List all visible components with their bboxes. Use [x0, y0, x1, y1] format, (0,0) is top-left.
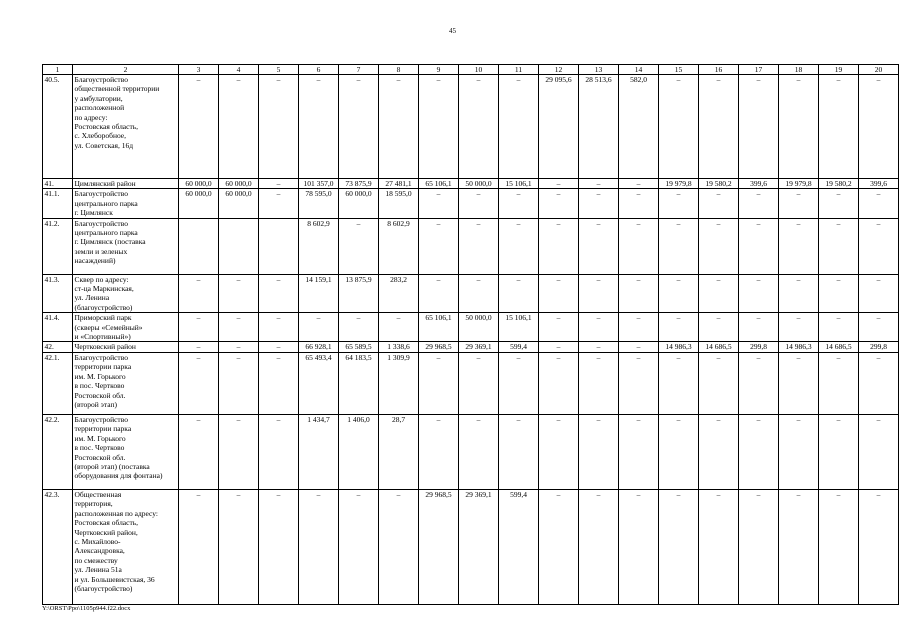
row-code-cell: 41. [43, 179, 73, 189]
value-cell: – [219, 489, 259, 604]
value-cell: 27 481,1 [379, 179, 419, 189]
column-header: 2 [73, 65, 179, 75]
value-cell: – [699, 75, 739, 179]
value-cell: 65 589,5 [339, 342, 379, 352]
value-cell: 599,4 [499, 489, 539, 604]
column-header: 17 [739, 65, 779, 75]
value-cell: 19 580,2 [699, 179, 739, 189]
value-cell: 14 986,3 [659, 342, 699, 352]
column-header: 9 [419, 65, 459, 75]
value-cell: – [699, 414, 739, 489]
value-cell: – [459, 218, 499, 274]
column-header: 5 [259, 65, 299, 75]
row-code-cell: 41.3. [43, 274, 73, 313]
value-cell: – [259, 179, 299, 189]
value-cell: – [179, 75, 219, 179]
funding-table [42, 64, 899, 605]
value-cell: 65 106,1 [419, 179, 459, 189]
row-name-cell: Общественная территория, расположенная по адресу: Ростовская область, Чертковский район, с. Михайлово- Александровка, по смежеству ул. Ленина 51а и ул. Большевистская, 36 (благоустройство) [73, 489, 179, 604]
value-cell: – [619, 342, 659, 352]
value-cell: – [819, 274, 859, 313]
value-cell: – [739, 414, 779, 489]
value-cell: – [819, 414, 859, 489]
table-row [43, 179, 899, 189]
value-cell: – [419, 189, 459, 218]
value-cell: 29 968,5 [419, 489, 459, 604]
value-cell: 60 000,0 [219, 189, 259, 218]
value-cell: – [859, 75, 899, 179]
value-cell: – [659, 218, 699, 274]
value-cell: 101 357,0 [299, 179, 339, 189]
value-cell: – [739, 218, 779, 274]
column-header: 11 [499, 65, 539, 75]
value-cell: – [539, 189, 579, 218]
column-header: 15 [659, 65, 699, 75]
value-cell: 299,8 [859, 342, 899, 352]
row-code-cell: 42.2. [43, 414, 73, 489]
value-cell: – [539, 342, 579, 352]
column-header: 7 [339, 65, 379, 75]
value-cell: – [699, 313, 739, 342]
table-row [43, 352, 899, 414]
value-cell: – [699, 189, 739, 218]
value-cell: 73 875,9 [339, 179, 379, 189]
value-cell: – [819, 75, 859, 179]
row-name-cell: Благоустройство центрального парка г. Цимлянск (поставка земли и зеленых насаждений) [73, 218, 179, 274]
value-cell: – [859, 352, 899, 414]
value-cell: – [819, 352, 859, 414]
value-cell [259, 218, 299, 274]
value-cell: 60 000,0 [219, 179, 259, 189]
row-name-cell: Цимлянский район [73, 179, 179, 189]
column-header: 20 [859, 65, 899, 75]
value-cell: – [379, 75, 419, 179]
value-cell: – [859, 489, 899, 604]
value-cell: – [579, 179, 619, 189]
value-cell: – [499, 75, 539, 179]
value-cell: 65 493,4 [299, 352, 339, 414]
value-cell: – [339, 313, 379, 342]
column-header: 1 [43, 65, 73, 75]
value-cell: – [179, 313, 219, 342]
value-cell: 15 106,1 [499, 313, 539, 342]
row-code-cell: 40.5. [43, 75, 73, 179]
value-cell: – [779, 352, 819, 414]
value-cell: – [579, 352, 619, 414]
value-cell: – [539, 489, 579, 604]
value-cell: – [339, 489, 379, 604]
value-cell: – [219, 414, 259, 489]
value-cell [179, 218, 219, 274]
table-row [43, 313, 899, 342]
value-cell: 29 369,1 [459, 489, 499, 604]
value-cell: 299,8 [739, 342, 779, 352]
value-cell: 50 000,0 [459, 313, 499, 342]
value-cell: – [739, 189, 779, 218]
value-cell: – [659, 489, 699, 604]
value-cell: – [779, 274, 819, 313]
value-cell: – [299, 75, 339, 179]
value-cell: – [619, 313, 659, 342]
row-code-cell: 41.2. [43, 218, 73, 274]
value-cell: – [619, 179, 659, 189]
value-cell: – [299, 313, 339, 342]
value-cell: – [699, 489, 739, 604]
page-number: 45 [449, 27, 456, 35]
value-cell: – [179, 342, 219, 352]
value-cell: – [739, 313, 779, 342]
value-cell: – [219, 352, 259, 414]
value-cell: 399,6 [859, 179, 899, 189]
value-cell: – [779, 189, 819, 218]
value-cell: – [579, 218, 619, 274]
value-cell: 28 513,6 [579, 75, 619, 179]
value-cell: 29 095,6 [539, 75, 579, 179]
value-cell [219, 218, 259, 274]
value-cell: 29 968,5 [419, 342, 459, 352]
value-cell: – [299, 489, 339, 604]
value-cell: – [819, 489, 859, 604]
table-row [43, 75, 899, 179]
value-cell: – [179, 352, 219, 414]
column-header: 10 [459, 65, 499, 75]
value-cell: 60 000,0 [339, 189, 379, 218]
value-cell: – [619, 414, 659, 489]
value-cell: 66 928,1 [299, 342, 339, 352]
column-header: 18 [779, 65, 819, 75]
row-name-cell: Приморский парк (скверы «Семейный» и «Спортивный») [73, 313, 179, 342]
value-cell: – [419, 75, 459, 179]
value-cell: 8 602,9 [379, 218, 419, 274]
table-row [43, 342, 899, 352]
value-cell: – [579, 342, 619, 352]
value-cell: – [259, 274, 299, 313]
value-cell: – [659, 75, 699, 179]
value-cell: – [499, 189, 539, 218]
column-header: 12 [539, 65, 579, 75]
value-cell: – [659, 189, 699, 218]
value-cell: – [619, 489, 659, 604]
value-cell: – [179, 414, 219, 489]
value-cell: – [259, 189, 299, 218]
value-cell: – [379, 489, 419, 604]
column-header: 6 [299, 65, 339, 75]
value-cell: – [579, 274, 619, 313]
value-cell: – [659, 274, 699, 313]
column-header: 8 [379, 65, 419, 75]
row-code-cell: 42.1. [43, 352, 73, 414]
value-cell: – [259, 489, 299, 604]
value-cell: – [659, 352, 699, 414]
row-code-cell: 41.4. [43, 313, 73, 342]
row-name-cell: Сквер по адресу: ст-ца Маркинская, ул. Ленина (благоустройство) [73, 274, 179, 313]
value-cell: 13 875,9 [339, 274, 379, 313]
value-cell: – [779, 414, 819, 489]
table-row [43, 218, 899, 274]
value-cell: – [579, 313, 619, 342]
value-cell: – [539, 352, 579, 414]
value-cell: – [259, 313, 299, 342]
value-cell: – [219, 313, 259, 342]
value-cell: – [699, 218, 739, 274]
value-cell: 1 406,0 [339, 414, 379, 489]
column-header: 3 [179, 65, 219, 75]
row-name-cell: Благоустройство общественной территории у амбулатории, расположенной по адресу: Ростовская область, с. Хлеборобное, ул. Советская, 16д [73, 75, 179, 179]
value-cell: – [419, 352, 459, 414]
value-cell: 19 979,8 [659, 179, 699, 189]
value-cell: – [219, 75, 259, 179]
value-cell: – [859, 313, 899, 342]
value-cell: 1 338,6 [379, 342, 419, 352]
column-header: 4 [219, 65, 259, 75]
value-cell: – [859, 218, 899, 274]
value-cell: – [539, 218, 579, 274]
value-cell: 14 686,5 [699, 342, 739, 352]
value-cell: – [619, 352, 659, 414]
value-cell: 29 369,1 [459, 342, 499, 352]
value-cell: – [699, 274, 739, 313]
value-cell: – [259, 414, 299, 489]
table-row [43, 274, 899, 313]
value-cell: 19 580,2 [819, 179, 859, 189]
value-cell: – [739, 274, 779, 313]
value-cell: – [499, 274, 539, 313]
value-cell: – [579, 489, 619, 604]
value-cell: – [539, 274, 579, 313]
table-row [43, 414, 899, 489]
value-cell: – [579, 414, 619, 489]
value-cell: – [259, 75, 299, 179]
value-cell: – [259, 342, 299, 352]
value-cell: – [459, 274, 499, 313]
value-cell: – [179, 489, 219, 604]
value-cell: – [779, 218, 819, 274]
row-name-cell: Благоустройство территории парка им. М. Горького в пос. Чертково Ростовской обл. (второй этап) [73, 352, 179, 414]
value-cell: – [459, 75, 499, 179]
value-cell: – [859, 189, 899, 218]
value-cell: 78 595,0 [299, 189, 339, 218]
value-cell: – [819, 313, 859, 342]
value-cell: – [419, 218, 459, 274]
value-cell: – [779, 75, 819, 179]
value-cell: – [419, 274, 459, 313]
value-cell: 50 000,0 [459, 179, 499, 189]
value-cell: – [219, 274, 259, 313]
value-cell: – [739, 352, 779, 414]
column-header: 13 [579, 65, 619, 75]
value-cell: 599,4 [499, 342, 539, 352]
value-cell: 60 000,0 [179, 189, 219, 218]
value-cell: – [859, 274, 899, 313]
value-cell: – [499, 218, 539, 274]
value-cell: – [619, 274, 659, 313]
table-row [43, 189, 899, 218]
value-cell: – [699, 352, 739, 414]
value-cell: – [539, 179, 579, 189]
value-cell: – [859, 414, 899, 489]
value-cell: – [499, 414, 539, 489]
value-cell: – [259, 352, 299, 414]
row-code-cell: 42.3. [43, 489, 73, 604]
row-name-cell: Благоустройство территории парка им. М. Горького в пос. Чертково Ростовской обл. (второй этап) (поставка оборудования для фонтана) [73, 414, 179, 489]
value-cell: 283,2 [379, 274, 419, 313]
row-code-cell: 41.1. [43, 189, 73, 218]
value-cell: – [619, 218, 659, 274]
value-cell: – [379, 313, 419, 342]
value-cell: – [779, 313, 819, 342]
value-cell: 1 434,7 [299, 414, 339, 489]
value-cell: – [339, 218, 379, 274]
value-cell: – [219, 342, 259, 352]
column-header: 14 [619, 65, 659, 75]
value-cell: 399,6 [739, 179, 779, 189]
column-number-row [43, 65, 899, 75]
value-cell: 1 309,9 [379, 352, 419, 414]
value-cell: – [459, 414, 499, 489]
value-cell: – [579, 189, 619, 218]
value-cell: – [459, 189, 499, 218]
value-cell: 15 106,1 [499, 179, 539, 189]
row-name-cell: Чертковский район [73, 342, 179, 352]
value-cell: – [419, 414, 459, 489]
value-cell: 19 979,8 [779, 179, 819, 189]
value-cell: – [659, 414, 699, 489]
value-cell: 8 602,9 [299, 218, 339, 274]
row-name-cell: Благоустройство центрального парка г. Цимлянск [73, 189, 179, 218]
value-cell: – [779, 489, 819, 604]
value-cell: 14 686,5 [819, 342, 859, 352]
value-cell: – [819, 189, 859, 218]
value-cell: 60 000,0 [179, 179, 219, 189]
value-cell: – [179, 274, 219, 313]
value-cell: 582,0 [619, 75, 659, 179]
value-cell: – [739, 75, 779, 179]
value-cell: – [339, 75, 379, 179]
value-cell: – [819, 218, 859, 274]
value-cell: 14 986,3 [779, 342, 819, 352]
footer-file-path: Y:\ORST\Ppo\1105p944.f22.docx [42, 605, 131, 612]
value-cell: – [619, 189, 659, 218]
column-header: 16 [699, 65, 739, 75]
column-header: 19 [819, 65, 859, 75]
value-cell: – [539, 414, 579, 489]
value-cell: – [459, 352, 499, 414]
value-cell: 65 106,1 [419, 313, 459, 342]
value-cell: – [539, 313, 579, 342]
table-row [43, 489, 899, 604]
value-cell: 14 159,1 [299, 274, 339, 313]
value-cell: – [499, 352, 539, 414]
value-cell: 64 183,5 [339, 352, 379, 414]
value-cell: – [659, 313, 699, 342]
value-cell: 28,7 [379, 414, 419, 489]
table-body [43, 75, 899, 605]
value-cell: – [739, 489, 779, 604]
value-cell: 18 595,0 [379, 189, 419, 218]
row-code-cell: 42. [43, 342, 73, 352]
